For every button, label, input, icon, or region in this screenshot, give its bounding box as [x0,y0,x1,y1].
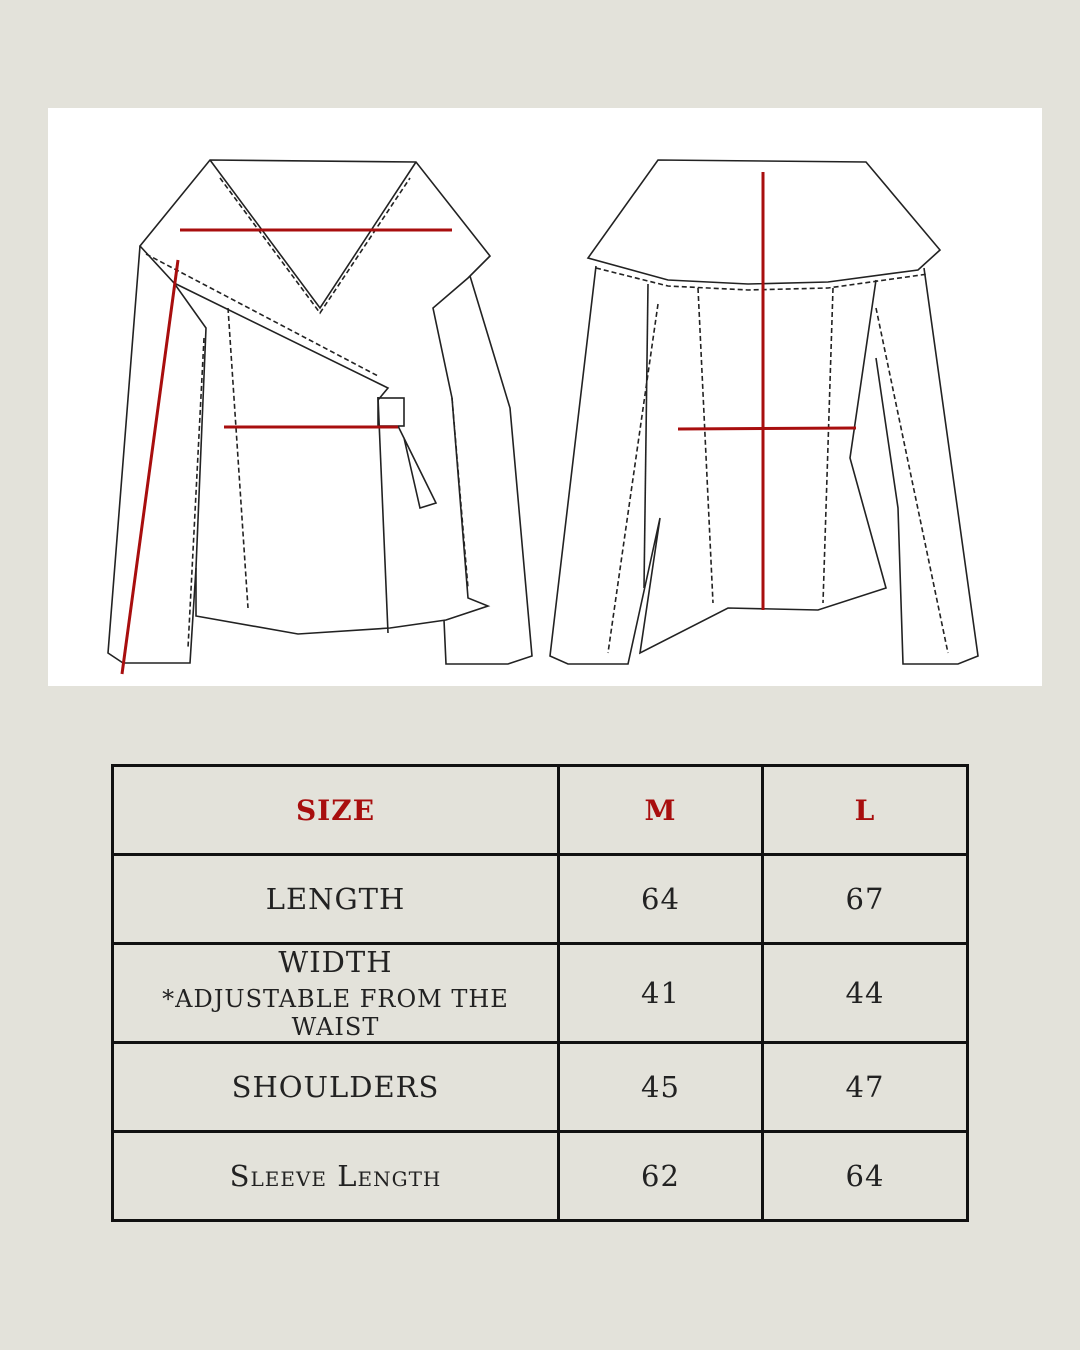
size-l-header: L [763,766,968,855]
value-l: 47 [763,1043,968,1132]
row-label: WIDTH [278,945,393,979]
row-label: SHOULDERS [113,1043,559,1132]
row-note: *ADJUSTABLE FROM THE WAIST [162,985,509,1041]
sleeve-measure-line [122,260,178,674]
row-label: Sleeve Length [113,1132,559,1221]
size-header: SIZE [113,766,559,855]
table-row [113,855,968,944]
value-l: 64 [763,1132,968,1221]
size-m-header: M [559,766,763,855]
size-chart-table [111,764,969,1222]
row-label: LENGTH [113,855,559,944]
value-m: 41 [559,944,763,1043]
jacket-illustration [48,108,1042,686]
width-measure-line-back [678,428,856,429]
value-m: 64 [559,855,763,944]
jacket-front-drawing [108,160,532,664]
table-row [113,1132,968,1221]
table-header-row [113,766,968,855]
table-row [113,1043,968,1132]
value-m: 45 [559,1043,763,1132]
value-l: 44 [763,944,968,1043]
value-m: 62 [559,1132,763,1221]
value-l: 67 [763,855,968,944]
table-row [113,944,968,1043]
row-label-cell [113,944,559,1043]
